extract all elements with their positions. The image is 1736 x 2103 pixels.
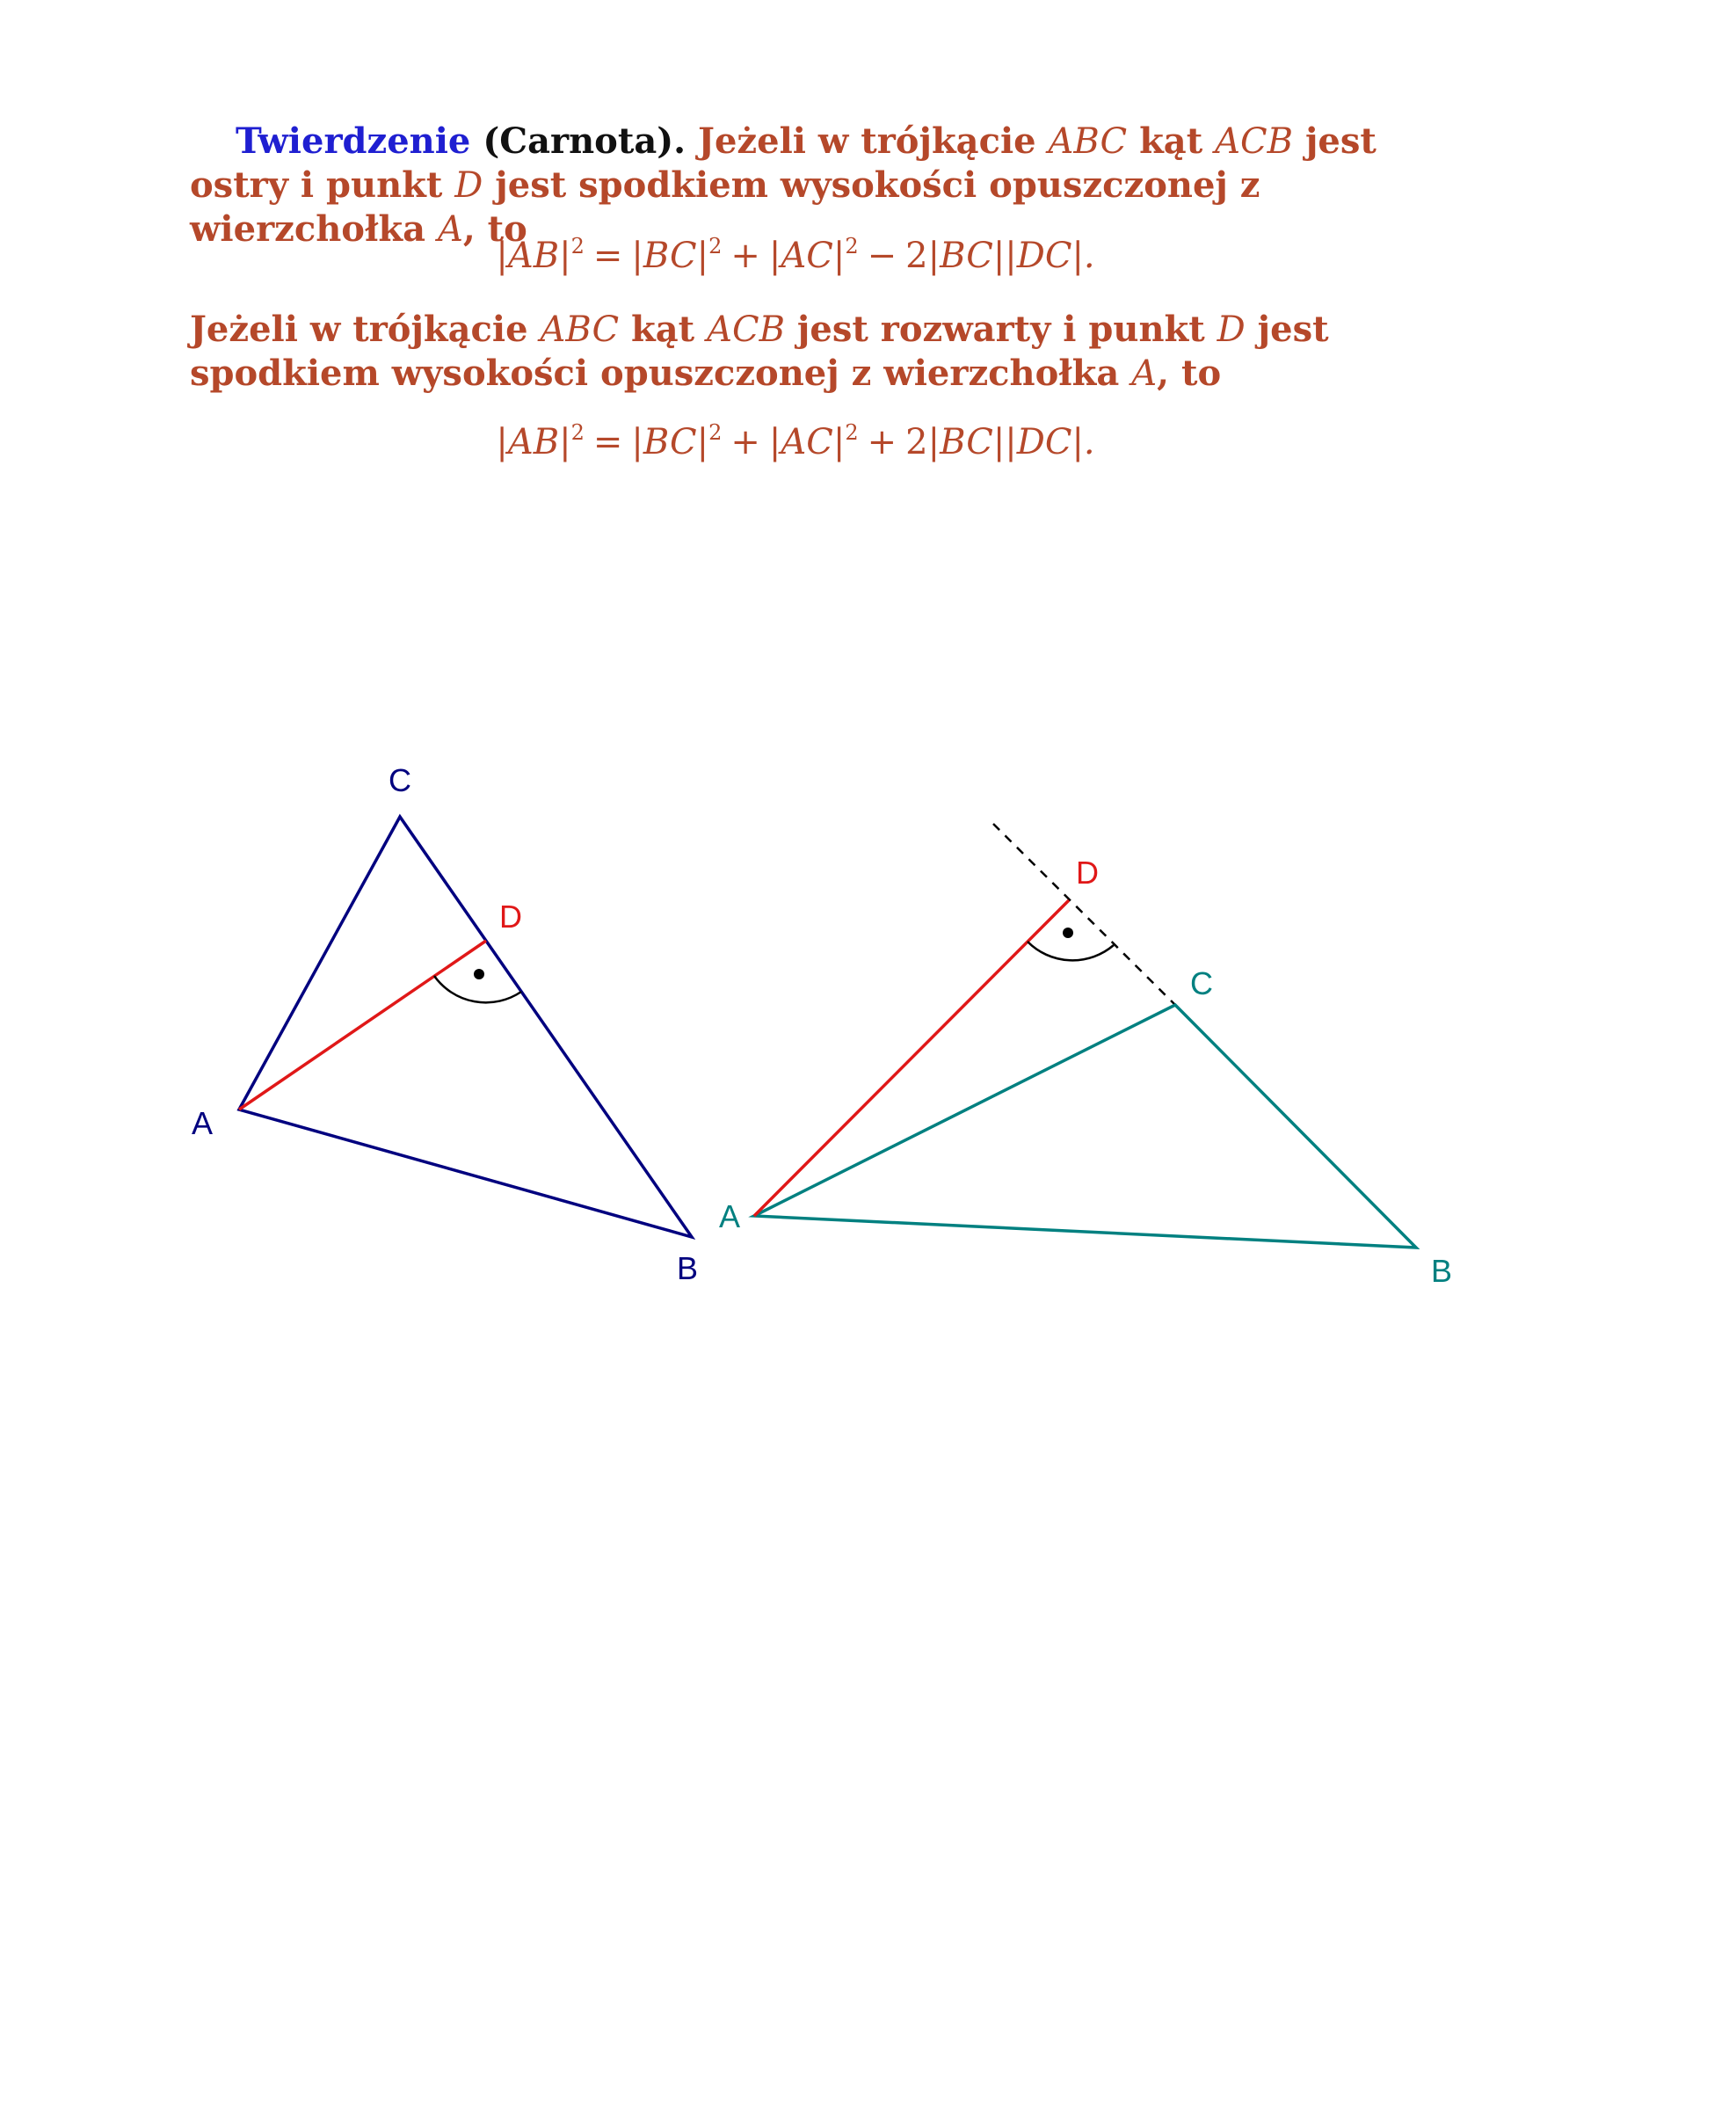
formula-acute-bc: |BC| xyxy=(631,236,709,276)
formula-obtuse-eq: = xyxy=(592,422,623,462)
formula-acute-ab: |AB| xyxy=(496,236,571,276)
formula-acute-bcdc: |BC||DC|. xyxy=(927,236,1095,276)
formula-obtuse-bcdc: |BC||DC|. xyxy=(927,422,1095,462)
figure-acute xyxy=(192,762,698,1286)
acute-label-b: B xyxy=(677,1250,699,1286)
acute-altitude xyxy=(239,941,486,1110)
obtuse-text-1: Jeżeli w trójkącie xyxy=(190,309,541,350)
formula-obtuse-exp-1: 2 xyxy=(570,420,585,445)
acute-math-abc: ABC xyxy=(1048,121,1128,162)
acute-text-2: kąt xyxy=(1127,120,1216,162)
acute-math-a: A xyxy=(437,209,463,250)
acute-text-4: jest spodkiem wysokości opuszczonej z wierzchołka xyxy=(190,164,1260,250)
formula-acute-ac: |AC| xyxy=(768,236,846,276)
formula-obtuse-plus: + xyxy=(730,422,760,462)
obtuse-math-a: A xyxy=(1131,353,1158,394)
figure-obtuse xyxy=(719,824,1452,1289)
acute-text-5: , to xyxy=(462,208,527,250)
acute-text-3: jest ostry i punkt xyxy=(190,120,1376,206)
theorem-name: (Carnota). xyxy=(483,120,686,162)
obtuse-label-a: A xyxy=(719,1198,741,1234)
acute-math-acb: ACB xyxy=(1215,121,1294,162)
obtuse-math-acb: ACB xyxy=(707,309,785,350)
formula-acute-plus: + xyxy=(730,236,760,276)
acute-label-c: C xyxy=(389,762,411,798)
formula-acute-eq: = xyxy=(592,236,623,276)
obtuse-text-4: jest spodkiem wysokości opuszczonej z wierzchołka xyxy=(190,309,1329,394)
formula-obtuse-exp-2: 2 xyxy=(708,420,723,445)
obtuse-right-angle-dot xyxy=(1063,928,1073,938)
obtuse-right-angle-arc xyxy=(1028,942,1114,960)
acute-right-angle-dot xyxy=(474,969,484,979)
obtuse-extension-line xyxy=(993,824,1175,1005)
obtuse-triangle xyxy=(754,1005,1416,1248)
acute-right-angle-arc xyxy=(434,976,521,1002)
formula-acute-coef: 2 xyxy=(905,236,928,276)
acute-math-d: D xyxy=(454,165,483,206)
obtuse-text-2: kąt xyxy=(619,309,708,350)
acute-triangle xyxy=(239,817,692,1237)
obtuse-text-5: , to xyxy=(1157,353,1222,394)
formula-acute-op: − xyxy=(867,236,897,276)
obtuse-label-d: D xyxy=(1076,855,1099,891)
obtuse-math-d: D xyxy=(1217,309,1246,350)
obtuse-math-abc: ABC xyxy=(540,309,620,350)
obtuse-text-3: jest rozwarty i punkt xyxy=(784,309,1217,350)
formula-obtuse-ab: |AB| xyxy=(496,422,571,462)
acute-label-d: D xyxy=(499,899,522,935)
obtuse-label-c: C xyxy=(1190,965,1213,1001)
formula-obtuse-exp-3: 2 xyxy=(845,420,859,445)
acute-label-a: A xyxy=(192,1105,214,1141)
formula-acute-exp-3: 2 xyxy=(845,234,859,258)
obtuse-label-b: B xyxy=(1431,1253,1453,1289)
theorem-keyword: Twierdzenie xyxy=(236,120,471,162)
formula-obtuse-op: + xyxy=(867,422,897,462)
formula-obtuse-ac: |AC| xyxy=(768,422,846,462)
acute-text-1: Jeżeli w trójkącie xyxy=(698,120,1049,162)
formula-acute-exp-2: 2 xyxy=(708,234,723,258)
obtuse-altitude xyxy=(754,900,1069,1216)
formula-acute-exp-1: 2 xyxy=(570,234,585,258)
formula-obtuse-bc: |BC| xyxy=(631,422,709,462)
formula-obtuse-coef: 2 xyxy=(905,422,928,462)
